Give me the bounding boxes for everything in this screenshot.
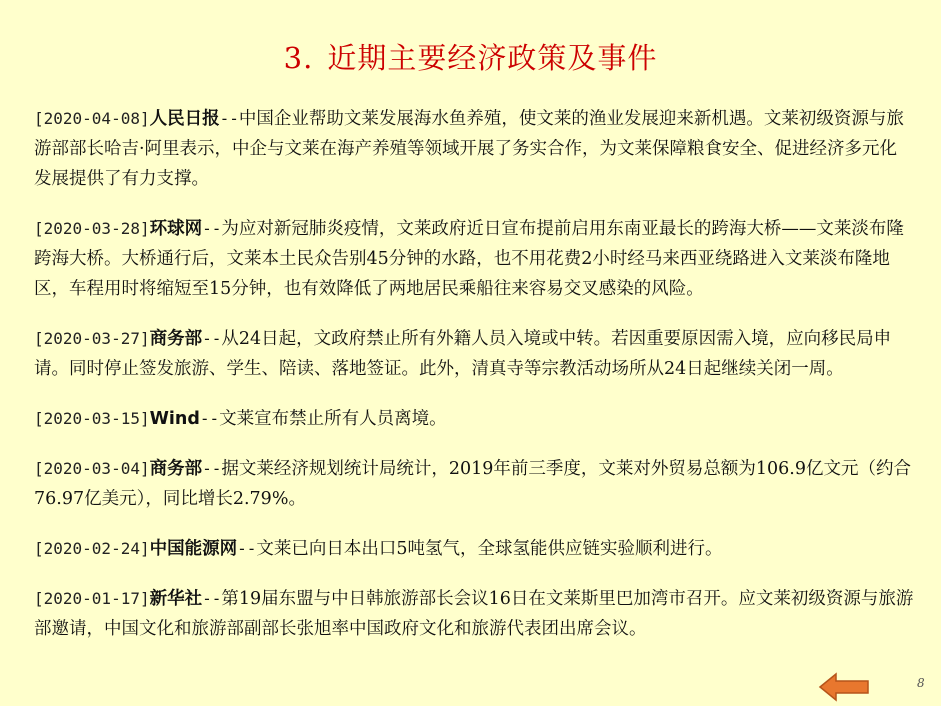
news-entry <box>34 454 914 514</box>
entry-date: [2020-03-27] <box>34 329 150 348</box>
entry-text: 据文莱经济规划统计局统计，2019年前三季度，文莱对外贸易总额为106.9亿文元（约合76.97亿美元），同比增长2.79%。 <box>34 459 911 509</box>
entry-separator: -- <box>199 409 220 428</box>
entry-source: 新华社 <box>149 589 203 609</box>
news-entry <box>34 324 914 384</box>
page-number: 8 <box>917 676 925 690</box>
news-entry <box>34 404 914 434</box>
news-entry <box>34 534 914 564</box>
left-arrow-icon <box>818 672 870 702</box>
entry-separator: -- <box>202 329 222 348</box>
news-entry <box>34 214 914 304</box>
entry-source: 中国能源网 <box>149 539 238 559</box>
entry-source: Wind <box>149 409 200 429</box>
entry-source: 商务部 <box>149 459 203 479</box>
title-number: 3. <box>283 41 314 75</box>
back-button[interactable] <box>818 672 870 702</box>
entry-separator: -- <box>202 219 222 238</box>
entry-date: [2020-02-24] <box>34 539 150 558</box>
entry-source: 人民日报 <box>149 109 220 129</box>
entry-text: 文莱已向日本出口5吨氢气，全球氢能供应链实验顺利进行。 <box>256 539 723 559</box>
entry-separator: -- <box>219 109 239 128</box>
news-entry <box>34 104 914 194</box>
news-entry <box>34 584 914 644</box>
entry-separator: -- <box>237 539 257 558</box>
entry-date: [2020-03-15] <box>34 409 150 428</box>
entry-text: 第19届东盟与中日韩旅游部长会议16日在文莱斯里巴加湾市召开。应文莱初级资源与旅游部邀请，中国文化和旅游部副部长张旭率中国政府文化和旅游代表团出席会议。 <box>34 589 914 639</box>
entry-date: [2020-01-17] <box>34 589 150 608</box>
entry-separator: -- <box>202 459 222 478</box>
news-list <box>34 104 914 664</box>
title-text: 近期主要经济政策及事件 <box>327 41 658 75</box>
slide-title <box>0 36 941 77</box>
entry-source: 环球网 <box>149 219 203 239</box>
entry-date: [2020-04-08] <box>34 109 150 128</box>
entry-date: [2020-03-04] <box>34 459 150 478</box>
entry-text: 为应对新冠肺炎疫情，文莱政府近日宣布提前启用东南亚最长的跨海大桥——文莱淡布隆跨海大桥。大桥通行后，文莱本土民众告别45分钟的水路，也不用花费2小时经马来西亚绕路进入文莱淡布隆地区，车程用时将缩短至15分钟，也有效降低了两地居民乘船往来容易交叉感染的风险。 <box>34 219 904 299</box>
entry-text: 文莱宣布禁止所有人员离境。 <box>219 409 447 429</box>
entry-date: [2020-03-28] <box>34 219 150 238</box>
entry-separator: -- <box>202 589 222 608</box>
entry-source: 商务部 <box>149 329 203 349</box>
entry-text: 从24日起，文政府禁止所有外籍人员入境或中转。若因重要原因需入境，应向移民局申请。同时停止签发旅游、学生、陪读、落地签证。此外，清真寺等宗教活动场所从24日起继续关闭一周。 <box>34 329 892 379</box>
entry-text: 中国企业帮助文莱发展海水鱼养殖，使文莱的渔业发展迎来新机遇。文莱初级资源与旅游部部长哈吉·阿里表示，中企与文莱在海产养殖等领域开展了务实合作，为文莱保障粮食安全、促进经济多元化发展提供了有力支撑。 <box>34 109 904 189</box>
